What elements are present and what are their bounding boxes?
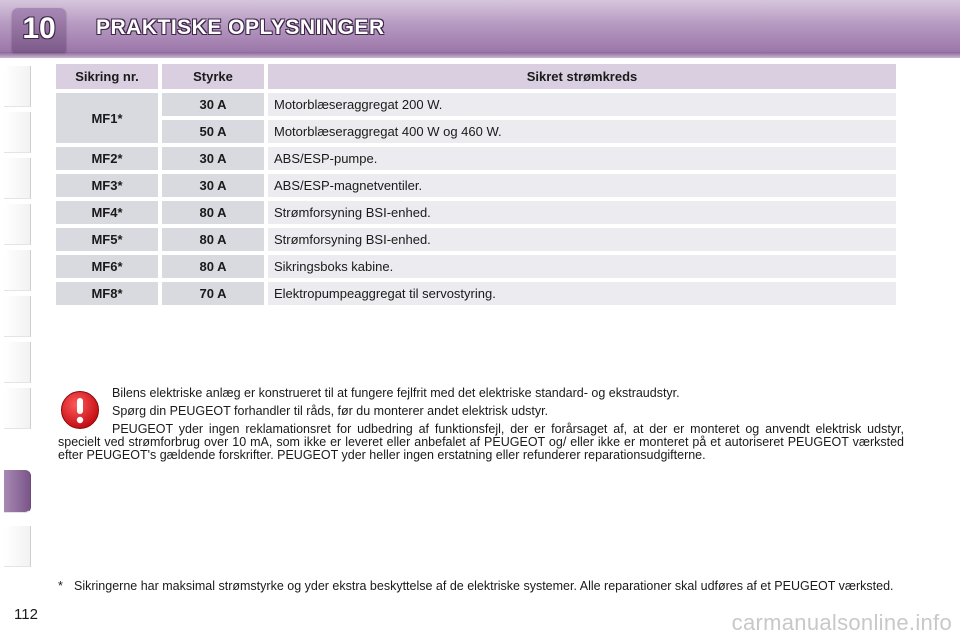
fuse-circuit: ABS/ESP-magnetventiler. xyxy=(268,174,896,197)
fuse-rating: 50 A xyxy=(162,120,264,143)
warning-paragraph: PEUGEOT yder ingen reklamationsret for udbedring af funktionsfejl, der er forårsaget af, at der er monteret og anvendt elektrisk udstyr, specielt ved strømforbrug over 10 mA, som ikke er leveret eller anbefalet af PEUGEOT og/ eller ikke er monteret på et autoriseret PEUGEOT værksted efter PEUGEOT's gældende forskrifter. PEUGEOT yder heller ingen erstatning eller refunderer reparationsudgifterne. xyxy=(58,422,904,462)
fuse-rating: 30 A xyxy=(162,147,264,170)
chapter-tab[interactable] xyxy=(4,250,31,291)
chapter-tab[interactable] xyxy=(4,388,31,429)
chapter-tab-rail xyxy=(0,66,34,576)
page-number: 112 xyxy=(14,606,38,623)
fuse-number: MF5* xyxy=(56,228,158,251)
chapter-badge xyxy=(12,8,66,52)
fuse-rating: 80 A xyxy=(162,201,264,224)
chapter-tab[interactable] xyxy=(4,296,31,337)
fuse-circuit: ABS/ESP-pumpe. xyxy=(268,147,896,170)
chapter-tab[interactable] xyxy=(4,204,31,245)
table-row xyxy=(56,255,896,278)
fuse-table xyxy=(52,60,900,309)
column-header-circuit: Sikret strømkreds xyxy=(268,64,896,89)
fuse-number: MF6* xyxy=(56,255,158,278)
footnote xyxy=(58,580,904,593)
column-header-fuse-number: Sikring nr. xyxy=(56,64,158,89)
fuse-circuit: Motorblæseraggregat 200 W. xyxy=(268,93,896,116)
chapter-tab[interactable] xyxy=(4,112,31,153)
table-row xyxy=(56,174,896,197)
header-strip xyxy=(0,52,960,58)
chapter-number: 10 xyxy=(22,12,56,45)
watermark: carmanualsonline.info xyxy=(731,610,952,635)
fuse-circuit: Motorblæseraggregat 400 W og 460 W. xyxy=(268,120,896,143)
chapter-tab[interactable] xyxy=(4,342,31,383)
page-title: PRAKTISKE OPLYSNINGER xyxy=(96,16,385,39)
table-row xyxy=(56,147,896,170)
fuse-number: MF8* xyxy=(56,282,158,305)
fuse-rating: 30 A xyxy=(162,174,264,197)
table-header-row xyxy=(56,64,896,89)
chapter-tab[interactable] xyxy=(4,526,31,567)
fuse-rating: 70 A xyxy=(162,282,264,305)
table-row xyxy=(56,228,896,251)
table-row xyxy=(56,201,896,224)
fuse-circuit: Strømforsyning BSI-enhed. xyxy=(268,201,896,224)
fuse-number: MF1* xyxy=(56,93,158,143)
fuse-rating: 30 A xyxy=(162,93,264,116)
fuse-rating: 80 A xyxy=(162,228,264,251)
table-row xyxy=(56,93,896,116)
chapter-tab[interactable] xyxy=(4,66,31,107)
fuse-rating: 80 A xyxy=(162,255,264,278)
footnote-mark: * xyxy=(58,579,63,593)
fuse-circuit: Elektropumpeaggregat til servostyring. xyxy=(268,282,896,305)
warning-text xyxy=(58,387,904,462)
chapter-tab-active[interactable] xyxy=(4,470,31,513)
warning-paragraph: Spørg din PEUGEOT forhandler til råds, før du monterer andet elektrisk udstyr. xyxy=(112,404,549,418)
fuse-circuit: Sikringsboks kabine. xyxy=(268,255,896,278)
fuse-number: MF3* xyxy=(56,174,158,197)
fuse-number: MF4* xyxy=(56,201,158,224)
column-header-rating: Styrke xyxy=(162,64,264,89)
table-row xyxy=(56,282,896,305)
fuse-number: MF2* xyxy=(56,147,158,170)
chapter-tab[interactable] xyxy=(4,158,31,199)
warning-paragraph: Bilens elektriske anlæg er konstrueret til at fungere fejlfrit med det elektriske standard- og ekstraudstyr. xyxy=(112,386,680,400)
fuse-circuit: Strømforsyning BSI-enhed. xyxy=(268,228,896,251)
footnote-text: Sikringerne har maksimal strømstyrke og yder ekstra beskyttelse af de elektriske systemer. Alle reparationer skal udføres af et PEUGEOT værksted. xyxy=(74,579,894,593)
table-row xyxy=(56,120,896,143)
